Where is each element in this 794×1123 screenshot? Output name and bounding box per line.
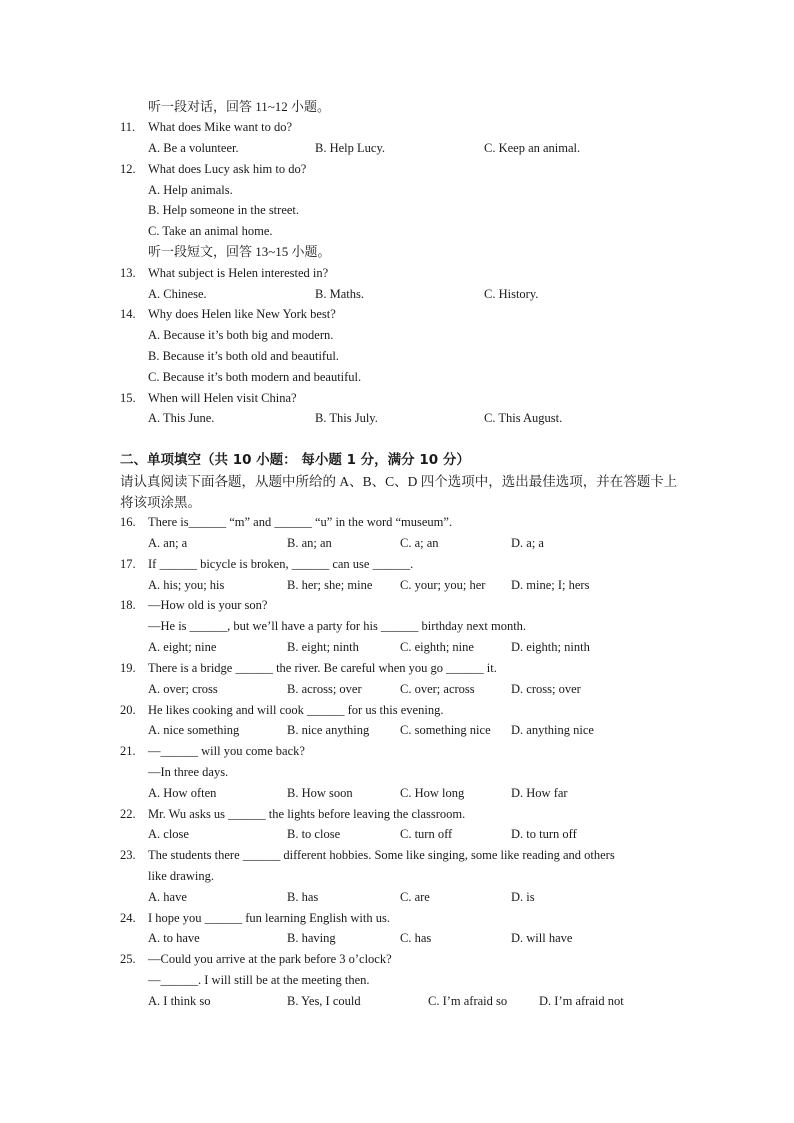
question-number: 16. bbox=[120, 515, 136, 529]
section-2-instruction bbox=[0, 471, 794, 515]
question-text: —He is ______, but we’ll have a party for his ______ birthday next month. bbox=[148, 619, 527, 633]
question-text: There is a bridge ______ the river. Be careful when you go ______ it. bbox=[148, 661, 497, 675]
option-b: B. This July. bbox=[315, 411, 378, 425]
option-b: B. Because it’s both old and beautiful. bbox=[148, 349, 339, 363]
option-a: A. to have bbox=[148, 931, 200, 945]
question-number: 24. bbox=[120, 911, 136, 925]
option-a: A. over; cross bbox=[148, 682, 218, 696]
option-c: C. Take an animal home. bbox=[148, 224, 273, 238]
question-text: What does Mike want to do? bbox=[148, 120, 293, 134]
option-d: D. How far bbox=[511, 786, 568, 800]
option-c: C. Because it’s both modern and beautiful. bbox=[148, 370, 362, 384]
question-text: —In three days. bbox=[148, 765, 229, 779]
instruction-text: 请认真阅读下面各题，从题中所给的 A、B、C、D 四个选项中，选出最佳选项，并在答题卡上将该项涂黑。 bbox=[120, 474, 678, 510]
option-b: B. has bbox=[287, 890, 319, 904]
option-b: B. Help someone in the street. bbox=[148, 203, 300, 217]
question-text: He likes cooking and will cook ______ for us this evening. bbox=[148, 703, 444, 717]
option-d: D. is bbox=[511, 890, 535, 904]
question-number: 12. bbox=[120, 162, 136, 176]
option-c: C. turn off bbox=[400, 827, 453, 841]
question-text: like drawing. bbox=[148, 869, 214, 883]
option-c: C. are bbox=[400, 890, 430, 904]
question-number: 22. bbox=[120, 807, 136, 821]
instruction-text: 听一段对话，回答 11~12 小题。 bbox=[148, 99, 331, 114]
question-text: —Could you arrive at the park before 3 o’clock? bbox=[148, 952, 392, 966]
question-text: What subject is Helen interested in? bbox=[148, 266, 329, 280]
option-a: A. eight; nine bbox=[148, 640, 217, 654]
option-c: C. I’m afraid so bbox=[428, 994, 508, 1008]
option-b: B. an; an bbox=[287, 536, 332, 550]
option-a: A. Chinese. bbox=[148, 287, 207, 301]
option-a: A. close bbox=[148, 827, 189, 841]
option-b: B. to close bbox=[287, 827, 341, 841]
question-text: —______. I will still be at the meeting then. bbox=[148, 973, 370, 987]
section-title: 二、单项填空（共 10 小题： 每小题 1 分，满分 10 分） bbox=[120, 452, 470, 468]
option-c: C. How long bbox=[400, 786, 465, 800]
option-c: C. This August. bbox=[484, 411, 563, 425]
option-d: D. mine; I; hers bbox=[511, 578, 590, 592]
question-number: 20. bbox=[120, 703, 136, 717]
instruction-text: 听一段短文，回答 13~15 小题。 bbox=[148, 244, 331, 259]
question-text: —______ will you come back? bbox=[148, 744, 305, 758]
question-text: The students there ______ different hobbies. Some like singing, some like reading and others bbox=[148, 848, 615, 862]
question-text: When will Helen visit China? bbox=[148, 391, 297, 405]
option-b: B. Yes, I could bbox=[287, 994, 361, 1008]
option-c: C. has bbox=[400, 931, 432, 945]
option-a: A. How often bbox=[148, 786, 217, 800]
option-a: A. nice something bbox=[148, 723, 240, 737]
option-b: B. Maths. bbox=[315, 287, 364, 301]
option-a: A. Because it’s both big and modern. bbox=[148, 328, 334, 342]
option-b: B. nice anything bbox=[287, 723, 370, 737]
option-d: D. to turn off bbox=[511, 827, 577, 841]
question-number: 19. bbox=[120, 661, 136, 675]
question-text: What does Lucy ask him to do? bbox=[148, 162, 307, 176]
option-c: C. Keep an animal. bbox=[484, 141, 581, 155]
option-a: A. have bbox=[148, 890, 187, 904]
question-text: If ______ bicycle is broken, ______ can use ______. bbox=[148, 557, 414, 571]
option-c: C. over; across bbox=[400, 682, 475, 696]
option-c: C. a; an bbox=[400, 536, 439, 550]
option-c: C. something nice bbox=[400, 723, 491, 737]
question-number: 15. bbox=[120, 391, 136, 405]
option-d: D. anything nice bbox=[511, 723, 594, 737]
option-a: A. an; a bbox=[148, 536, 188, 550]
option-a: A. his; you; his bbox=[148, 578, 225, 592]
option-b: B. Help Lucy. bbox=[315, 141, 386, 155]
option-a: A. Be a volunteer. bbox=[148, 141, 239, 155]
question-text: —How old is your son? bbox=[148, 598, 268, 612]
question-number: 23. bbox=[120, 848, 136, 862]
question-number: 13. bbox=[120, 266, 136, 280]
option-b: B. across; over bbox=[287, 682, 362, 696]
option-b: B. her; she; mine bbox=[287, 578, 373, 592]
question-number: 11. bbox=[120, 120, 136, 134]
option-c: C. your; you; her bbox=[400, 578, 486, 592]
question-number: 25. bbox=[120, 952, 136, 966]
question-number: 17. bbox=[120, 557, 136, 571]
question-text: I hope you ______ fun learning English with us. bbox=[148, 911, 390, 925]
question-number: 14. bbox=[120, 307, 136, 321]
option-d: D. a; a bbox=[511, 536, 544, 550]
option-d: D. eighth; ninth bbox=[511, 640, 590, 654]
option-c: C. eighth; nine bbox=[400, 640, 474, 654]
option-b: B. having bbox=[287, 931, 336, 945]
option-b: B. eight; ninth bbox=[287, 640, 359, 654]
question-text: There is______ “m” and ______ “u” in the word “museum”. bbox=[148, 515, 453, 529]
question-text: Why does Helen like New York best? bbox=[148, 307, 336, 321]
option-c: C. History. bbox=[484, 287, 539, 301]
question-text: Mr. Wu asks us ______ the lights before leaving the classroom. bbox=[148, 807, 466, 821]
question-number: 21. bbox=[120, 744, 136, 758]
option-d: D. cross; over bbox=[511, 682, 581, 696]
option-d: D. will have bbox=[511, 931, 573, 945]
question-number: 18. bbox=[120, 598, 136, 612]
option-a: A. Help animals. bbox=[148, 183, 233, 197]
option-b: B. How soon bbox=[287, 786, 353, 800]
option-d: D. I’m afraid not bbox=[539, 994, 624, 1008]
option-a: A. This June. bbox=[148, 411, 215, 425]
option-a: A. I think so bbox=[148, 994, 211, 1008]
